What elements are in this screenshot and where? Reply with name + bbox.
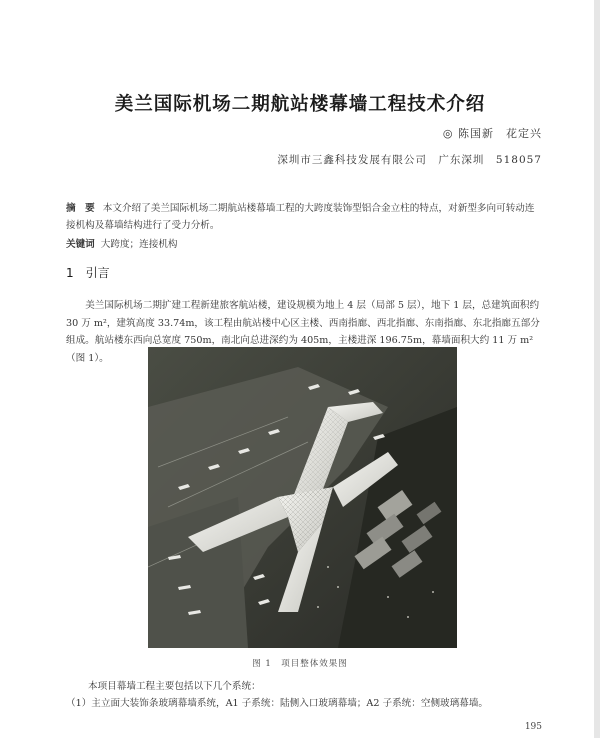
paper-title: 美兰国际机场二期航站楼幕墙工程技术介绍 bbox=[114, 94, 486, 115]
abstract-text: 本文介绍了美兰国际机场二期航站楼幕墙工程的大跨度装饰型铝合金立柱的特点，对新型多向可转动连接机构及幕墙结构进行了受力分析。 bbox=[66, 203, 535, 231]
affiliation: 深圳市三鑫科技发展有限公司 广东深圳 518057 bbox=[277, 154, 542, 166]
section-title: 引言 bbox=[85, 266, 110, 280]
body-paragraph: 美兰国际机场二期扩建工程新建旅客航站楼，建设规模为地上 4 层（局部 5 层），地下 1 层，总建筑面积约 30 万 m²，建筑高度 33.74m，该工程由航站楼中心区主楼、西南指廊、西北指廊、东南指廊、东北指廊五部分组成。航站楼东西向总宽度 750m，南北向总进深约为 405m，主楼进深 196.75m，幕墙面积大约 11 万 m²（图 1）。 bbox=[66, 300, 540, 364]
section-number: 1 bbox=[66, 266, 74, 280]
keywords-text: 大跨度；连接机构 bbox=[100, 239, 178, 250]
keywords-label: 关键词 bbox=[66, 239, 95, 250]
section-heading bbox=[66, 264, 110, 281]
abstract-label: 摘 要 bbox=[66, 203, 95, 214]
keywords bbox=[66, 236, 178, 250]
systems-intro: 本项目幕墙工程主要包括以下几个系统： bbox=[88, 681, 261, 692]
airport-aerial-figure bbox=[148, 347, 457, 648]
system-item-1: （1）主立面大装饰条玻璃幕墙系统，A1 子系统：陆侧入口玻璃幕墙；A2 子系统：空侧玻璃幕墙。 bbox=[66, 698, 489, 709]
figure-caption: 图 1 项目整体效果图 bbox=[252, 659, 348, 669]
body-paragraph-2 bbox=[66, 678, 560, 712]
page-number: 195 bbox=[524, 722, 542, 732]
abstract bbox=[66, 200, 544, 234]
authors: ◎ 陈国新 花定兴 bbox=[442, 127, 542, 140]
airport-aerial-image bbox=[148, 347, 457, 648]
